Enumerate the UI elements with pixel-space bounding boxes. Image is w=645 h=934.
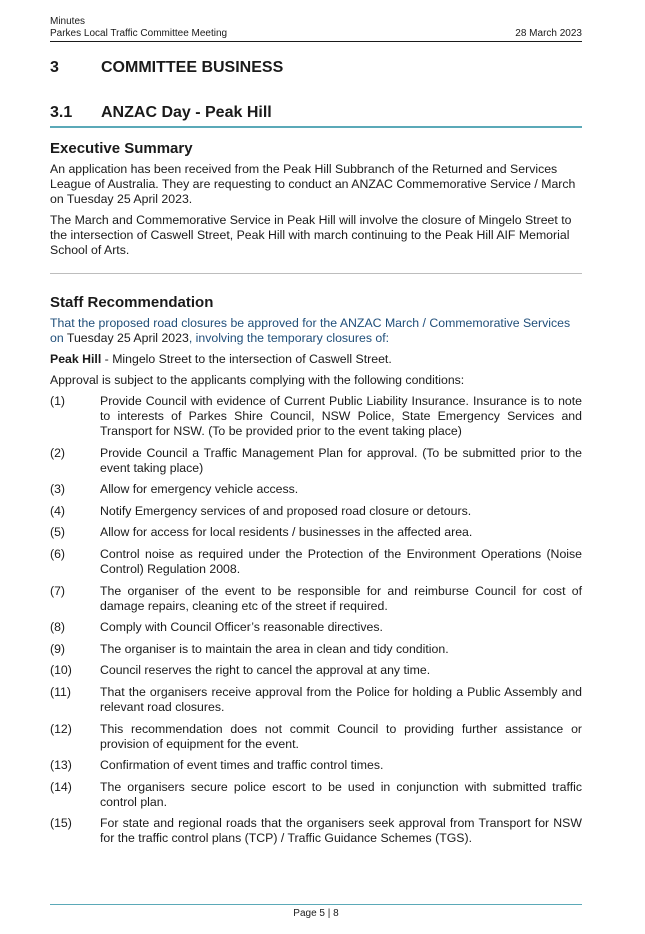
location-name: Peak Hill: [50, 352, 102, 366]
condition-item: [50, 663, 582, 678]
condition-number: (3): [50, 482, 66, 497]
condition-text: Council reserves the right to cancel the approval at any time.: [100, 663, 431, 678]
conditions-intro: Approval is subject to the applicants complying with the following conditions:: [50, 373, 465, 387]
condition-text: Allow for access for local residents / businesses in the affected area.: [100, 525, 473, 540]
subsection-heading: [50, 104, 582, 122]
page-footer: [50, 904, 582, 919]
recommendation-location: [50, 352, 582, 367]
condition-text: The organisers secure police escort to be used in conjunction with submitted traffic control plan.: [100, 779, 582, 809]
condition-number: (10): [50, 663, 72, 678]
header-date: 28 March 2023: [515, 28, 582, 39]
condition-item: [50, 482, 582, 497]
header-doc-type: Minutes: [50, 16, 86, 27]
condition-item: [50, 816, 582, 846]
condition-number: (8): [50, 620, 66, 635]
condition-number: (13): [50, 758, 72, 773]
staff-recommendation-heading: Staff Recommendation: [50, 294, 214, 311]
condition-number: (5): [50, 525, 66, 540]
condition-item: [50, 642, 582, 657]
recommendation-intro-part1: That the proposed road closures be approved for the ANZAC March / Commemorative Services on: [50, 316, 571, 345]
section-divider: [50, 273, 582, 274]
section-number: 3: [50, 59, 59, 76]
condition-text: Provide Council with evidence of Current Public Liability Insurance. Insurance is to note to interests of Parkes Shire Council, NSW Police, State Emergency Services and Transport for NSW. (To be provided prior to the event taking place): [100, 394, 582, 438]
executive-summary-paragraph: An application has been received from the Peak Hill Subbranch of the Returned and Services League of Australia. They are requesting to conduct an ANZAC Commemorative Service / March on Tuesday 25 April 2023.: [50, 162, 576, 206]
condition-item: [50, 780, 582, 810]
condition-number: (11): [50, 684, 71, 699]
recommendation-intro: [50, 316, 582, 346]
condition-item: [50, 446, 582, 476]
header-row: [50, 28, 582, 40]
footer-divider: [50, 904, 582, 905]
condition-text: This recommendation does not commit Council to providing further assistance or provision of equipment for the event.: [100, 721, 582, 751]
condition-text: The organiser is to maintain the area in clean and tidy condition.: [100, 641, 449, 656]
condition-number: (9): [50, 641, 66, 656]
condition-text: Comply with Council Officer’s reasonable directives.: [100, 620, 383, 635]
condition-text: Provide Council a Traffic Management Plan for approval. (To be submitted prior to the event taking place): [100, 445, 582, 475]
condition-number: (6): [50, 546, 66, 561]
subsection-divider: [50, 126, 582, 128]
condition-text: That the organisers receive approval from the Police for holding a Public Assembly and relevant road closures.: [100, 684, 582, 714]
condition-text: Control noise as required under the Protection of the Environment Operations (Noise Control) Regulation 2008.: [100, 546, 582, 576]
section-heading: [50, 59, 582, 77]
condition-item: [50, 525, 582, 540]
condition-text: Allow for emergency vehicle access.: [100, 482, 299, 497]
conditions-list: [50, 394, 582, 846]
executive-summary-heading: Executive Summary: [50, 140, 193, 157]
recommendation-intro-part2: , involving the temporary closures of:: [188, 331, 390, 345]
condition-text: Confirmation of event times and traffic control times.: [100, 758, 384, 773]
condition-text: For state and regional roads that the organisers seek approval from Transport for NSW for the traffic control plans (TCP) / Traffic Guidance Schemes (TGS).: [100, 816, 582, 846]
condition-item: [50, 394, 582, 439]
condition-item: [50, 758, 582, 773]
condition-number: (2): [50, 445, 66, 460]
condition-number: (4): [50, 503, 66, 518]
document-page: [50, 0, 582, 853]
condition-number: (12): [50, 721, 72, 736]
condition-number: (14): [50, 779, 72, 794]
condition-number: (7): [50, 583, 66, 598]
condition-item: [50, 547, 582, 577]
condition-item: [50, 722, 582, 752]
header-meeting: Parkes Local Traffic Committee Meeting: [50, 28, 228, 39]
condition-text: The organiser of the event to be responsible for and reimburse Council for cost of damage repairs, cleaning etc of the street if required.: [100, 583, 582, 613]
condition-item: [50, 504, 582, 519]
header-divider: [50, 41, 582, 42]
subsection-title: ANZAC Day - Peak Hill: [101, 104, 272, 121]
section-title: COMMITTEE BUSINESS: [101, 59, 284, 76]
page-number: Page 5 | 8: [293, 908, 339, 919]
location-detail: - Mingelo Street to the intersection of Caswell Street.: [101, 352, 392, 366]
condition-text: Notify Emergency services of and proposed road closure or detours.: [100, 503, 472, 518]
recommendation-date: Tuesday 25 April 2023: [66, 331, 189, 345]
condition-item: [50, 584, 582, 614]
condition-number: (15): [50, 816, 72, 831]
executive-summary-paragraph: The March and Commemorative Service in Peak Hill will involve the closure of Mingelo Street to the intersection of Caswell Street, Peak Hill with march continuing to the Peak Hill AIF Memorial School of Arts.: [50, 213, 572, 257]
condition-item: [50, 685, 582, 715]
subsection-number: 3.1: [50, 104, 73, 121]
condition-number: (1): [50, 394, 66, 408]
condition-item: [50, 620, 582, 635]
